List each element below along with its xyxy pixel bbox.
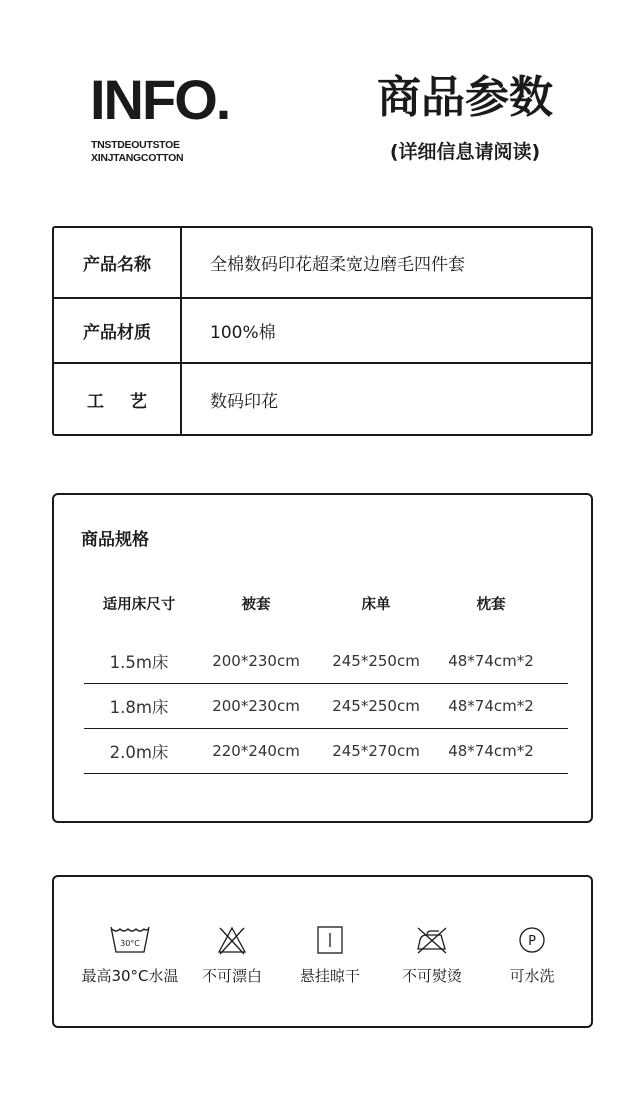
spec-cell: 245*250cm bbox=[332, 652, 420, 670]
svg-text:30°C: 30°C bbox=[120, 939, 140, 948]
spec-header-cell: 被套 bbox=[241, 596, 271, 613]
spec-header-cell: 床单 bbox=[361, 596, 391, 613]
spec-cell: 2.0m床 bbox=[109, 743, 169, 762]
care-label: 不可漂白 bbox=[201, 967, 262, 985]
params-label: 工艺 bbox=[54, 364, 182, 434]
page-title: 商品参数 bbox=[377, 72, 553, 123]
params-label: 产品名称 bbox=[54, 228, 182, 297]
params-row-craft bbox=[54, 364, 591, 434]
spec-cell: 48*74cm*2 bbox=[448, 742, 534, 760]
params-label: 产品材质 bbox=[54, 299, 182, 362]
params-value: 100%棉 bbox=[210, 323, 276, 343]
spec-header-cell: 枕套 bbox=[476, 596, 506, 613]
info-subtitle-line1: TNSTDEOUTSTOE bbox=[91, 139, 180, 151]
spec-header-cell: 适用床尺寸 bbox=[102, 596, 176, 613]
care-label: 不可熨烫 bbox=[401, 967, 462, 985]
svg-text:P: P bbox=[528, 934, 536, 949]
spec-cell: 245*250cm bbox=[332, 697, 420, 715]
care-item-wash-p bbox=[472, 923, 592, 986]
spec-cell: 48*74cm*2 bbox=[448, 697, 534, 715]
page-subtitle: (详细信息请阅读) bbox=[389, 141, 541, 163]
table-row bbox=[84, 639, 568, 684]
dry-clean-p-icon bbox=[472, 923, 592, 957]
spec-header-row bbox=[84, 581, 568, 625]
spec-cell: 1.8m床 bbox=[109, 698, 169, 717]
params-value: 全棉数码印花超柔宽边磨毛四件套 bbox=[210, 255, 465, 275]
care-label: 悬挂晾干 bbox=[299, 967, 360, 985]
spec-title: 商品规格 bbox=[81, 530, 149, 550]
info-title: INFO. bbox=[90, 68, 230, 131]
spec-cell: 200*230cm bbox=[212, 652, 300, 670]
params-row-name bbox=[54, 228, 591, 299]
table-row bbox=[84, 729, 568, 774]
spec-cell: 200*230cm bbox=[212, 697, 300, 715]
info-subtitle-line2: XINJTANGCOTTON bbox=[91, 152, 184, 164]
params-value: 数码印花 bbox=[210, 391, 278, 412]
care-label: 最高30°C水温 bbox=[81, 967, 179, 985]
product-params-table bbox=[52, 226, 593, 436]
params-row-material bbox=[54, 299, 591, 364]
spec-cell: 48*74cm*2 bbox=[448, 652, 534, 670]
care-label: 可水洗 bbox=[509, 967, 555, 985]
table-row bbox=[84, 684, 568, 729]
spec-box bbox=[52, 493, 593, 823]
care-instructions-box bbox=[52, 875, 593, 1028]
spec-cell: 245*270cm bbox=[332, 742, 420, 760]
spec-cell: 220*240cm bbox=[212, 742, 300, 760]
spec-cell: 1.5m床 bbox=[109, 653, 169, 672]
spec-table bbox=[84, 581, 568, 774]
